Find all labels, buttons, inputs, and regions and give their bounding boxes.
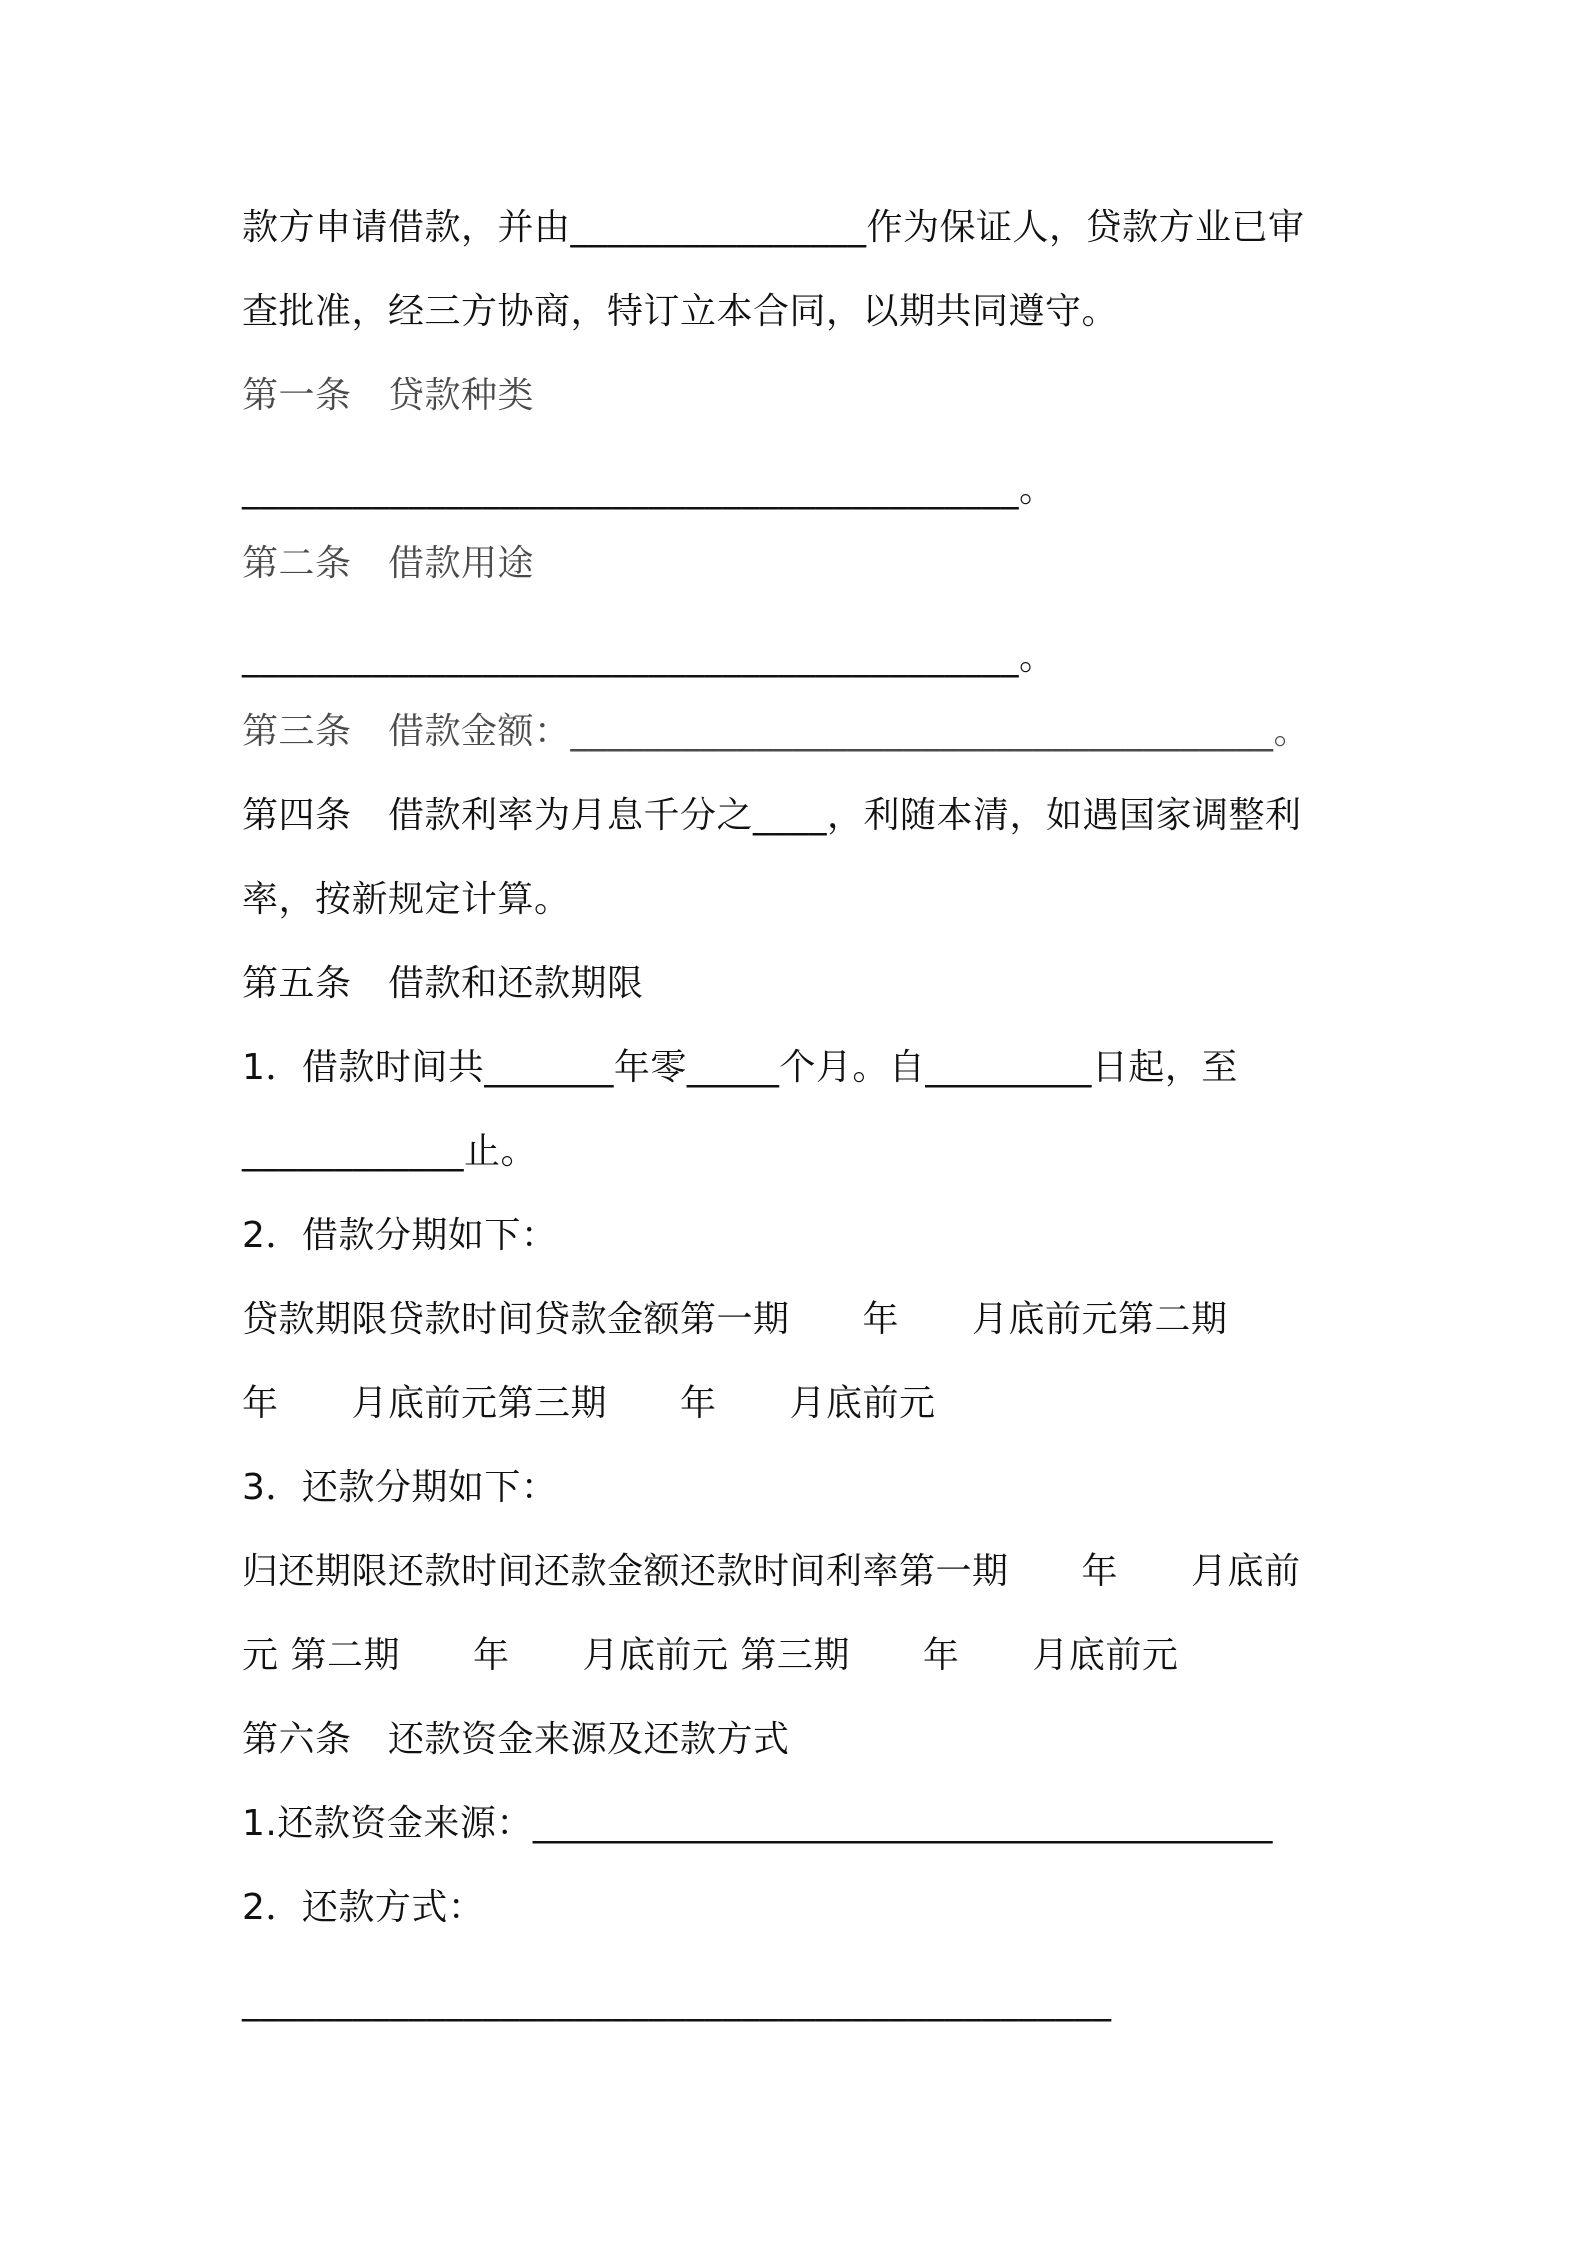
article-6-item-1: 1.还款资金来源：________________________________________ — [242, 1803, 1273, 1844]
paragraph-intro-line-2: 查批准，经三方协商，特订立本合同，以期共同遵守。 — [242, 291, 1119, 332]
article-1-heading: 第一条 贷款种类 — [242, 375, 535, 416]
article-6-item-2: 2．还款方式： — [242, 1887, 485, 1928]
article-4-line-2: 率，按新规定计算。 — [242, 879, 571, 920]
article-5-item-1-line-1: 1．借款时间共_______年零_____个月。自_________日起，至 — [242, 1047, 1238, 1088]
article-6-heading: 第六条 还款资金来源及还款方式 — [242, 1719, 790, 1760]
article-4-line-1: 第四条 借款利率为月息千分之____，利随本清，如遇国家调整利 — [242, 795, 1302, 836]
article-2-heading: 第二条 借款用途 — [242, 543, 535, 584]
article-5-item-3: 3．还款分期如下： — [242, 1467, 558, 1508]
article-3-loan-amount: 第三条 借款金额：______________________________________。 — [242, 711, 1311, 752]
paragraph-intro-line-1: 款方申请借款，并由________________作为保证人，贷款方业已审 — [242, 207, 1305, 248]
borrowing-schedule-line-2: 年 月底前元第三期 年 月底前元 — [242, 1383, 936, 1424]
repayment-schedule-line-2: 元 第二期 年 月底前元 第三期 年 月底前元 — [242, 1635, 1179, 1676]
article-5-heading: 第五条 借款和还款期限 — [242, 963, 644, 1004]
article-1-blank: __________________________________________。 — [242, 469, 1056, 510]
article-5-item-1-line-2: ____________止。 — [242, 1131, 538, 1172]
article-6-item-2-blank: _______________________________________________ — [242, 1981, 1112, 2022]
borrowing-schedule-line-1: 贷款期限贷款时间贷款金额第一期 年 月底前元第二期 — [242, 1299, 1228, 1340]
article-5-item-2: 2．借款分期如下： — [242, 1215, 558, 1256]
article-2-blank: __________________________________________。 — [242, 637, 1056, 678]
repayment-schedule-line-1: 归还期限还款时间还款金额还款时间利率第一期 年 月底前 — [242, 1551, 1301, 1592]
